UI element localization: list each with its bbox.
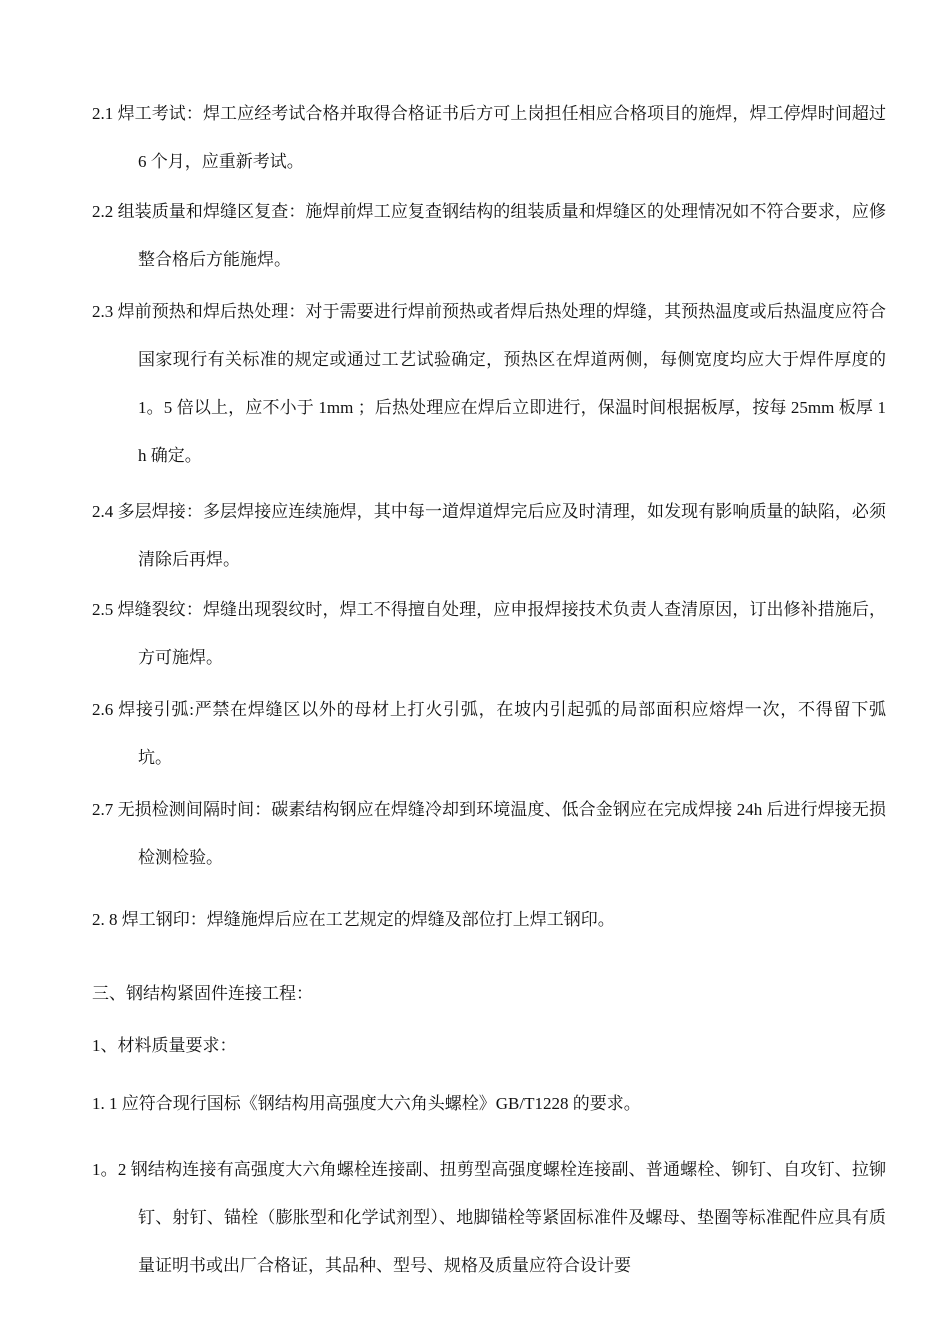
paragraph-2-4: 2.4 多层焊接：多层焊接应连续施焊，其中每一道焊道焊完后应及时清理，如发现有影响质量的缺陷，必须清除后再焊。 (92, 502, 886, 569)
section-heading-3: 三、钢结构紧固件连接工程： (92, 984, 313, 1003)
subsection-heading-1: 1、材料质量要求： (92, 1036, 237, 1055)
paragraph-2-6: 2.6 焊接引弧:严禁在焊缝区以外的母材上打火引弧，在坡内引起弧的局部面积应熔焊一次，不得留下弧坑。 (92, 700, 886, 767)
paragraph-1-2: 1。2 钢结构连接有高强度大六角螺栓连接副、扭剪型高强度螺栓连接副、普通螺栓、铆钉、自攻钉、拉铆钉、射钉、锚栓（膨胀型和化学试剂型）、地脚锚栓等紧固标准件及螺母、垫圈等标准配件应具有质量证明书或出厂合格证，其品种、型号、规格及质量应符合设计要 (92, 1160, 886, 1275)
paragraph-2-5: 2.5 焊缝裂纹：焊缝出现裂纹时，焊工不得擅自处理，应申报焊接技术负责人查清原因，订出修补措施后，方可施焊。 (92, 600, 886, 667)
paragraph-2-3: 2.3 焊前预热和焊后热处理：对于需要进行焊前预热或者焊后热处理的焊缝，其预热温度或后热温度应符合国家现行有关标准的规定或通过工艺试验确定，预热区在焊道两侧，每侧宽度均应大于焊件厚度的 1。5 倍以上，应不小于 1mm ；后热处理应在焊后立即进行，保温时间根据板厚，按每 25mm 板厚 1h 确定。 (92, 302, 886, 465)
paragraph-2-8: 2. 8 焊工钢印：焊缝施焊后应在工艺规定的焊缝及部位打上焊工钢印。 (92, 910, 615, 929)
paragraph-2-7: 2.7 无损检测间隔时间：碳素结构钢应在焊缝冷却到环境温度、低合金钢应在完成焊接 24h 后进行焊接无损检测检验。 (92, 800, 886, 867)
paragraph-2-1: 2.1 焊工考试：焊工应经考试合格并取得合格证书后方可上岗担任相应合格项目的施焊，焊工停焊时间超过 6 个月，应重新考试。 (92, 104, 886, 171)
paragraph-2-2: 2.2 组装质量和焊缝区复查：施焊前焊工应复查钢结构的组装质量和焊缝区的处理情况如不符合要求，应修整合格后方能施焊。 (92, 202, 886, 269)
paragraph-1-1: 1. 1 应符合现行国标《钢结构用高强度大六角头螺栓》GB/T1228 的要求。 (92, 1094, 641, 1113)
